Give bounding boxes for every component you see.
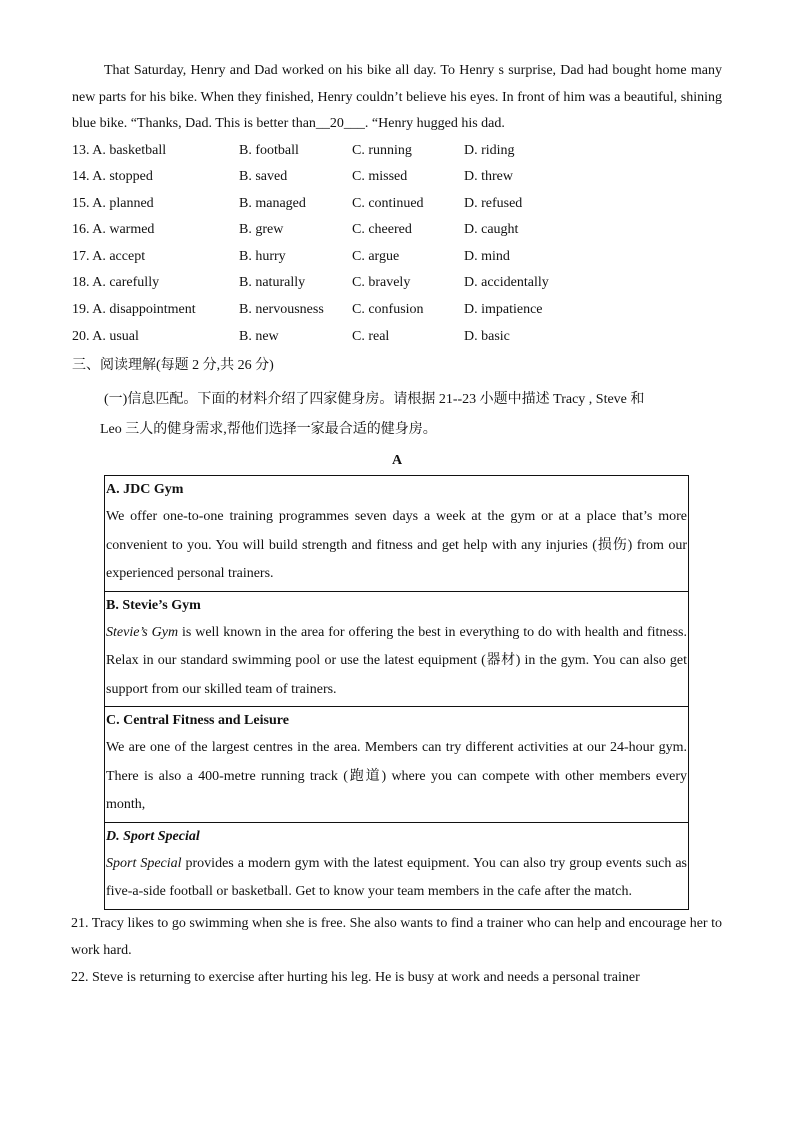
option-d: D. accidentally — [464, 275, 549, 291]
option-a: 14. A. stopped — [72, 169, 153, 185]
passage-label: A — [391, 453, 403, 469]
option-b: B. hurry — [239, 248, 286, 264]
gym-row — [105, 707, 689, 823]
option-c: C. confusion — [352, 302, 424, 318]
gym-name: A. JDC Gym — [106, 482, 184, 498]
gym-name: C. Central Fitness and Leisure — [106, 713, 289, 729]
question-item: 21. Tracy likes to go swimming when she is free. She also wants to find a trainer who can help and encourage her to work hard. — [71, 915, 722, 958]
gym-name-emphasis: Sport Special — [106, 855, 182, 871]
option-b: B. new — [239, 328, 279, 344]
gym-row — [105, 822, 689, 909]
option-d: D. impatience — [464, 302, 543, 318]
gym-description: We offer one-to-one training programmes seven days a week at the gym or at a place that’s more convenient to you. You will build strength and fitness and get help with any injuries (损伤) from our experienced personal trainers. — [106, 509, 687, 582]
answer-blank: __20___ — [315, 116, 365, 131]
exam-page — [72, 58, 722, 991]
option-b: B. grew — [239, 222, 284, 238]
gym-name: B. Stevie’s Gym — [106, 597, 201, 613]
option-b: B. nervousness — [239, 302, 324, 318]
choice-options — [72, 138, 722, 351]
option-b: B. naturally — [239, 275, 306, 291]
option-d: D. threw — [464, 169, 513, 185]
option-a: 15. A. planned — [72, 195, 154, 211]
option-a: 13. A. basketball — [72, 142, 167, 158]
option-row — [72, 164, 722, 191]
option-b: B. football — [239, 142, 299, 158]
gym-description: Stevie’s Gym is well known in the area for offering the best in everything to do with health and fitness. Relax in our standard swimming pool or use the latest equipment (器材) in the gym. You can also get support from our skilled team of trainers. — [106, 624, 687, 697]
option-a: 18. A. carefully — [72, 275, 160, 291]
gym-row — [105, 591, 689, 707]
option-row — [72, 270, 722, 297]
option-c: C. real — [352, 328, 390, 344]
question-item: 22. Steve is returning to exercise after hurting his leg. He is busy at work and needs a personal trainer — [71, 969, 640, 985]
gym-description: Sport Special provides a modern gym with the latest equipment. You can also try group events such as five-a-side football or basketball. Get to know your team members in the cafe after the match. — [106, 855, 687, 900]
option-d: D. riding — [464, 142, 515, 158]
option-row — [72, 297, 722, 324]
option-row — [72, 138, 722, 165]
option-c: C. argue — [352, 248, 400, 264]
option-row — [72, 244, 722, 271]
section-title: 三、阅读理解(每题 2 分,共 26 分) — [72, 358, 274, 374]
option-a: 17. A. accept — [72, 248, 146, 264]
option-c: C. missed — [352, 169, 408, 185]
gym-description: We are one of the largest centres in the area. Members can try different activities at our 24-hour gym. There is also a 400-metre running track (跑道) where you can compete with other members every month, — [106, 740, 687, 813]
option-b: B. managed — [239, 195, 306, 211]
gym-name: D. Sport Special — [106, 828, 200, 844]
option-d: D. refused — [464, 195, 523, 211]
gym-table — [104, 475, 689, 910]
section-instruction-line1: (一)信息匹配。下面的材料介绍了四家健身房。请根据 21--23 小题中描述 Tracy , Steve 和 — [104, 392, 645, 408]
section-instruction-line2: Leo 三人的健身需求,帮他们选择一家最合适的健身房。 — [100, 422, 437, 438]
option-a: 16. A. warmed — [72, 222, 155, 238]
option-d: D. mind — [464, 248, 510, 264]
gym-name-emphasis: Stevie’s Gym — [106, 624, 179, 640]
story-text-part2: . “Henry hugged his dad. — [364, 116, 505, 131]
gym-row — [105, 476, 689, 592]
option-c: C. bravely — [352, 275, 411, 291]
option-a: 20. A. usual — [72, 328, 139, 344]
option-b: B. saved — [239, 169, 288, 185]
story-text-part1: That Saturday, Henry and Dad worked on his bike all day. To Henry s surprise, Dad had bought home many new parts for his bike. When they finished, Henry couldn’t believe his eyes. In front of him was a beautiful, shining blue bike. “Thanks, Dad. This is better than — [72, 63, 722, 131]
option-row — [72, 324, 722, 351]
option-c: C. continued — [352, 195, 424, 211]
option-row — [72, 217, 722, 244]
option-c: C. cheered — [352, 222, 412, 238]
story-paragraph — [72, 58, 722, 138]
option-c: C. running — [352, 142, 412, 158]
question-list — [71, 910, 722, 991]
option-d: D. basic — [464, 328, 510, 344]
option-row — [72, 191, 722, 218]
option-a: 19. A. disappointment — [72, 302, 196, 318]
option-d: D. caught — [464, 222, 519, 238]
